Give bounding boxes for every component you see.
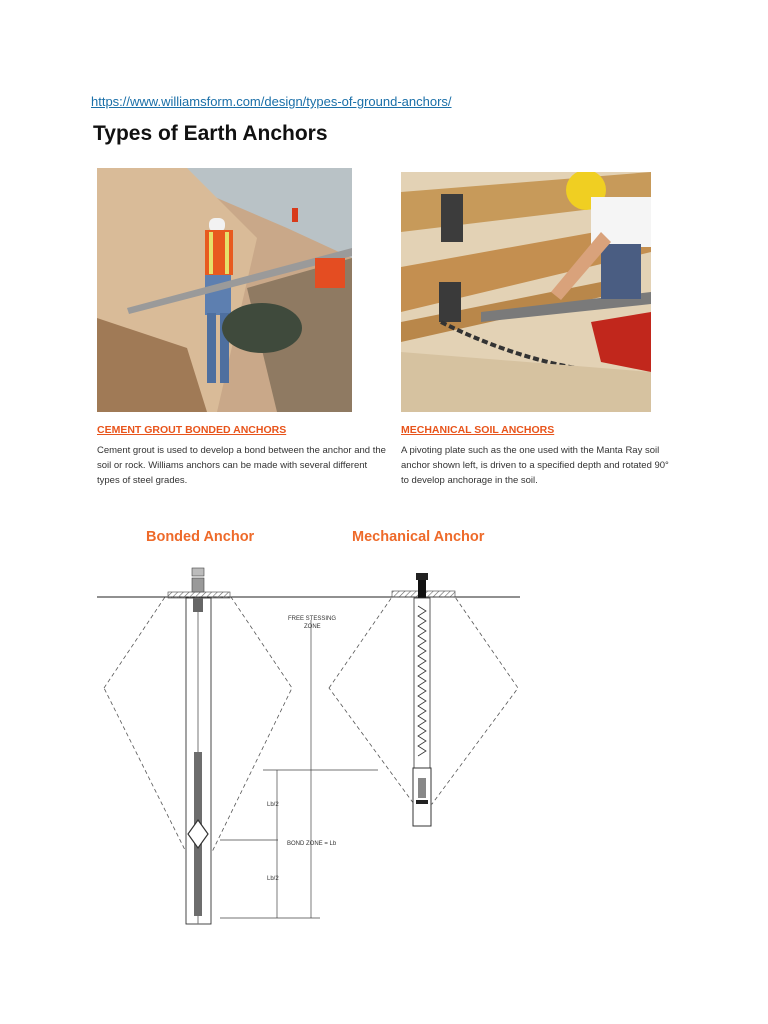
mechanical-anchor-photo bbox=[401, 172, 651, 412]
dimension-lines bbox=[220, 616, 378, 918]
bond-zone-label: BOND ZONE = Lb bbox=[287, 841, 337, 847]
source-url-link[interactable]: https://www.williamsform.com/design/types-of-ground-anchors/ bbox=[91, 94, 452, 109]
page-title: Types of Earth Anchors bbox=[93, 122, 328, 145]
bonded-anchor-drawing bbox=[104, 568, 292, 924]
free-stressing-label: FREE STESSING bbox=[288, 616, 337, 622]
mechanical-anchor-description: A pivoting plate such as the one used with the Manta Ray soil anchor shown left, is driven to a specified depth and rotated 90° to develop anchorage in the soil. bbox=[401, 445, 669, 486]
lb-half-lower-label: Lb/2 bbox=[267, 876, 279, 882]
bonded-anchor-photo bbox=[97, 168, 352, 412]
bonded-washer bbox=[192, 578, 204, 592]
bonded-nut bbox=[192, 568, 204, 576]
bonded-anchor-description: Cement grout is used to develop a bond between the anchor and the soil or rock. Williams anchors can be made with several different types of steel grades. bbox=[97, 445, 386, 486]
mechanical-nut bbox=[416, 573, 428, 580]
mechanical-anchor-diagram-title: Mechanical Anchor bbox=[352, 529, 485, 545]
bonded-anchor-heading: CEMENT GROUT BONDED ANCHORS bbox=[97, 424, 287, 436]
mechanical-anchor-heading: MECHANICAL SOIL ANCHORS bbox=[401, 424, 555, 436]
mechanical-anchor-drawing bbox=[329, 573, 518, 826]
free-stressing-zone-label: ZONE bbox=[304, 624, 321, 630]
bonded-coupler-top bbox=[193, 598, 203, 612]
anchor-diagram bbox=[0, 560, 768, 940]
lb-half-upper-label: Lb/2 bbox=[267, 802, 279, 808]
bonded-anchor-diagram-title: Bonded Anchor bbox=[146, 529, 255, 545]
bonded-bearing-plate bbox=[168, 592, 230, 598]
